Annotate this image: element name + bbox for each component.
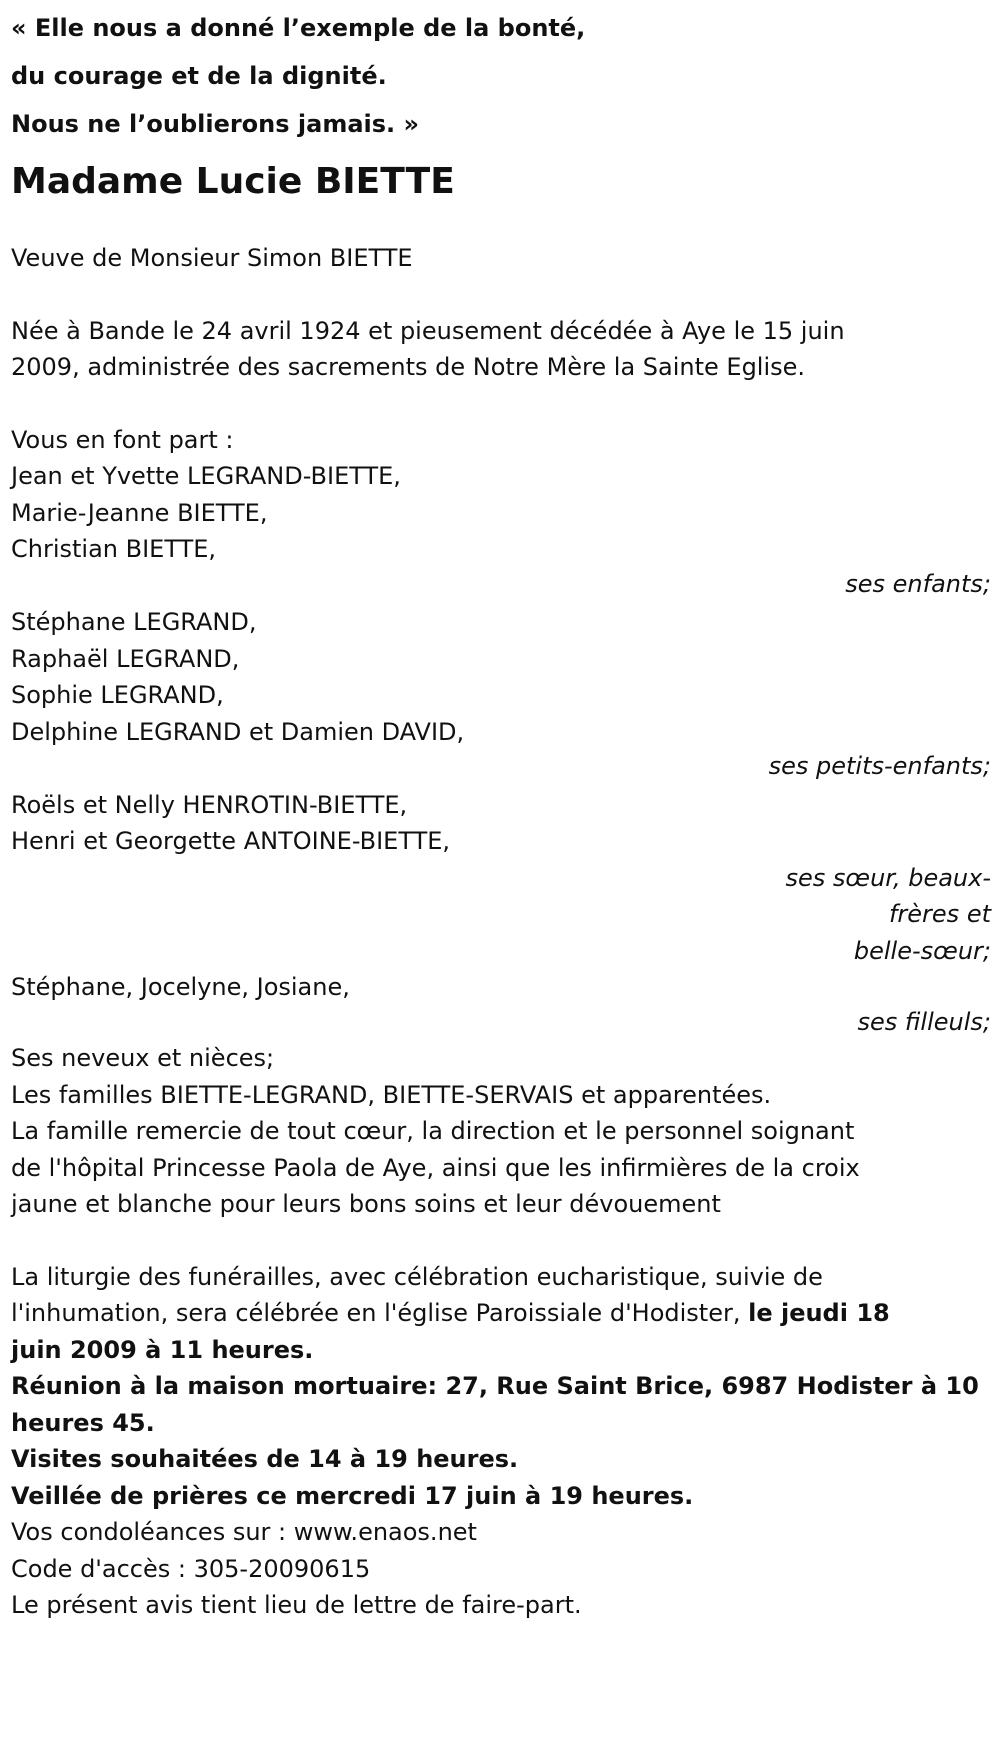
liturgy-line-2: [11, 1295, 1000, 1332]
list-item: Les familles BIETTE-LEGRAND, BIETTE-SERVAIS et apparentées.: [11, 1080, 772, 1109]
condolences-website: Vos condoléances sur : www.enaos.net: [11, 1518, 477, 1546]
other-announcers: [11, 1040, 1000, 1223]
list-item: Henri et Georgette ANTOINE-BIETTE,: [11, 827, 451, 855]
biography: [11, 313, 1000, 386]
quote-line-1: « Elle nous a donné l’exemple de la bonté,: [11, 14, 586, 42]
obituary-notice: [0, 4, 1000, 1624]
access-code: Code d'accès : 305-20090615: [11, 1554, 371, 1583]
liturgy-line-1: La liturgie des funérailles, avec célébration eucharistique, suivie de: [11, 1262, 823, 1291]
list-item: Sophie LEGRAND,: [11, 681, 224, 709]
deceased-name: Madame Lucie BIETTE: [11, 161, 455, 202]
grandchildren-group: [11, 604, 991, 785]
announcers: [11, 422, 1000, 1223]
meeting-line-1: Réunion à la maison mortuaire: 27, Rue Saint Brice, 6987 Hodister à 10: [11, 1372, 979, 1400]
widow-of: Veuve de Monsieur Simon BIETTE: [11, 244, 413, 272]
list-item: Delphine LEGRAND et Damien DAVID,: [11, 717, 465, 746]
visiting-hours: Visites souhaitées de 14 à 19 heures.: [11, 1445, 519, 1473]
biography-line-1: Née à Bande le 24 avril 1924 et pieusement décédée à Aye le 15 juin: [11, 316, 845, 345]
memorial-quote: [11, 4, 1000, 148]
list-item: Stéphane, Jocelyne, Josiane,: [11, 973, 350, 1001]
quote-line-3: Nous ne l’oublierons jamais. »: [11, 110, 420, 138]
godchildren-group: [11, 969, 991, 1040]
thanks-line-1: La famille remercie de tout cœur, la direction et le personnel soignant: [11, 1117, 855, 1145]
liturgy-date-start: le jeudi 18: [748, 1299, 890, 1327]
siblings-role-line-2: frères et: [888, 900, 991, 928]
liturgy-date-end: juin 2009 à 11 heures.: [11, 1335, 314, 1364]
prayer-vigil: Veillée de prières ce mercredi 17 juin à 19 heures.: [11, 1481, 694, 1510]
list-item: Raphaël LEGRAND,: [11, 644, 240, 673]
list-item: Christian BIETTE,: [11, 535, 217, 563]
biography-line-2: 2009, administrée des sacrements de Notre Mère la Sainte Eglise.: [11, 353, 806, 381]
list-item: Ses neveux et nièces;: [11, 1044, 275, 1072]
quote-line-2: du courage et de la dignité.: [11, 62, 387, 90]
list-item: Marie-Jeanne BIETTE,: [11, 498, 268, 527]
grandchildren-role: ses petits-enfants;: [768, 752, 991, 780]
thanks-line-3: jaune et blanche pour leurs bons soins et leur dévouement: [11, 1190, 721, 1218]
funeral-details: [11, 1259, 1000, 1624]
siblings-role: [11, 860, 991, 970]
list-item: Jean et Yvette LEGRAND-BIETTE,: [11, 462, 401, 490]
thanks-line-2: de l'hôpital Princesse Paola de Aye, ainsi que les infirmières de la croix: [11, 1153, 860, 1182]
liturgy-location: l'inhumation, sera célébrée en l'église Paroissiale d'Hodister,: [11, 1299, 749, 1327]
children-role: ses enfants;: [845, 569, 991, 598]
siblings-group: [11, 787, 991, 970]
notice-statement: Le présent avis tient lieu de lettre de faire-part.: [11, 1591, 582, 1619]
siblings-role-line-3: belle-sœur;: [853, 936, 991, 965]
announcers-intro: Vous en font part :: [11, 425, 234, 454]
list-item: Stéphane LEGRAND,: [11, 608, 257, 636]
godchildren-role: ses filleuls;: [857, 1007, 991, 1036]
meeting-line-2: heures 45.: [11, 1408, 155, 1437]
siblings-role-line-1: ses sœur, beaux-: [785, 863, 991, 892]
list-item: Roëls et Nelly HENROTIN-BIETTE,: [11, 790, 408, 819]
children-group: [11, 458, 991, 602]
